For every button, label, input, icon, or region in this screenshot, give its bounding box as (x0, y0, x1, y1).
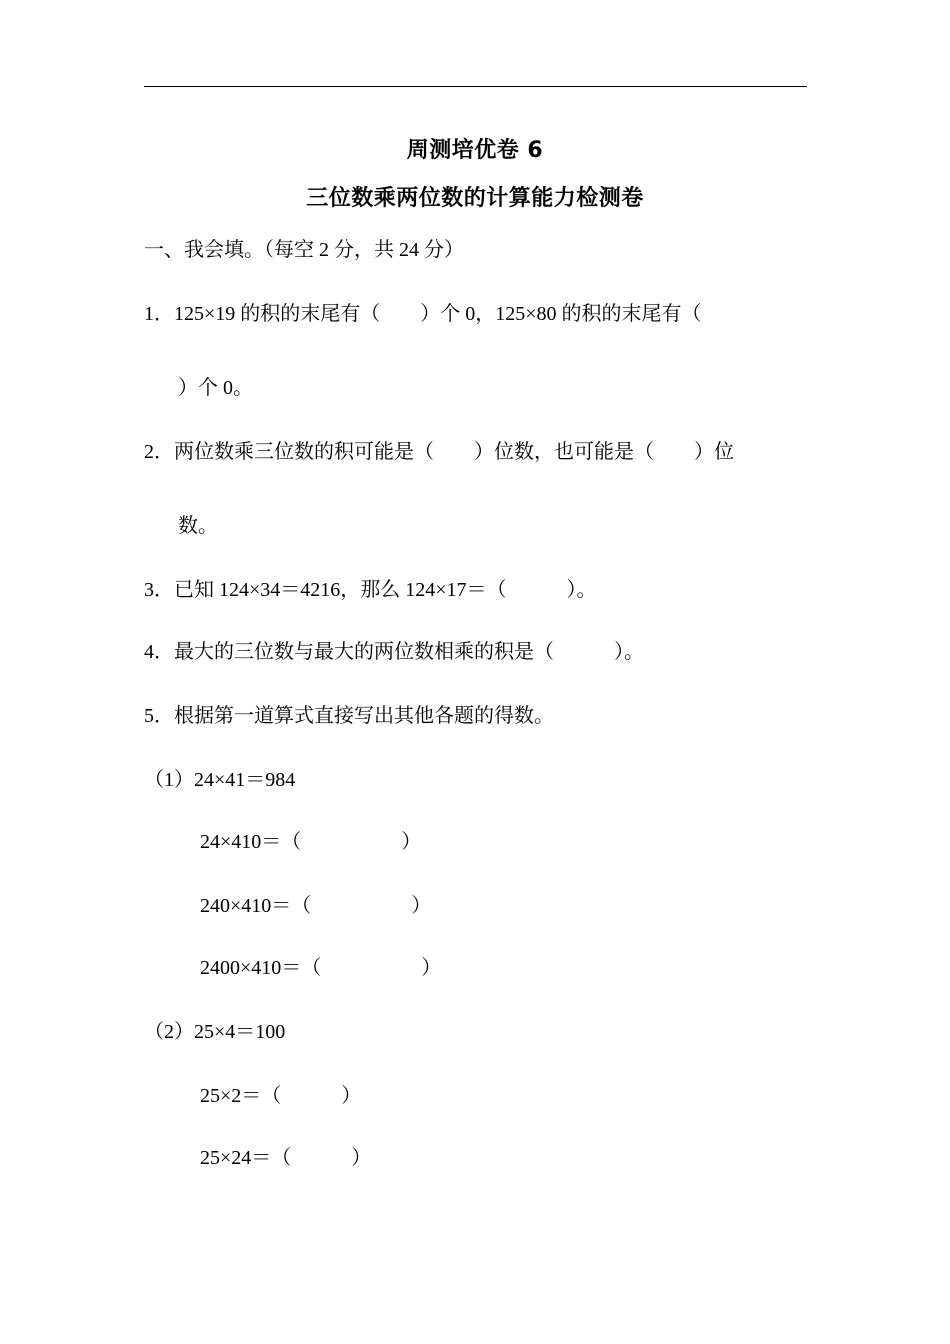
question-5-2-given: （2）25×4＝100 (144, 1021, 286, 1043)
question-5-1-a: 24×410＝（ ） (200, 831, 422, 853)
page-subtitle: 三位数乘两位数的计算能力检测卷 (306, 186, 644, 211)
question-3: 3．已知 124×34＝4216，那么 124×17＝（ ）。 (144, 579, 597, 601)
header-rule (144, 86, 807, 87)
question-5-1-b: 240×410＝（ ） (200, 895, 432, 917)
question-5: 5．根据第一道算式直接写出其他各题的得数。 (144, 705, 554, 727)
question-2-line-2: 数。 (178, 515, 218, 537)
question-1-line-2: ）个 0。 (178, 377, 253, 399)
question-5-1-c: 2400×410＝（ ） (200, 957, 442, 979)
question-5-2-a: 25×2＝（ ） (200, 1085, 362, 1107)
question-1-line-1: 1．125×19 的积的末尾有（ ）个 0，125×80 的积的末尾有（ (144, 303, 702, 325)
question-2-line-1: 2．两位数乘三位数的积可能是（ ）位数，也可能是（ ）位 (144, 441, 734, 463)
section-heading: 一、我会填。（每空 2 分，共 24 分） (144, 239, 464, 261)
question-5-1-given: （1）24×41＝984 (144, 769, 296, 791)
page-title: 周测培优卷 6 (406, 138, 544, 163)
question-4: 4．最大的三位数与最大的两位数相乘的积是（ ）。 (144, 641, 644, 663)
question-5-2-b: 25×24＝（ ） (200, 1147, 372, 1169)
